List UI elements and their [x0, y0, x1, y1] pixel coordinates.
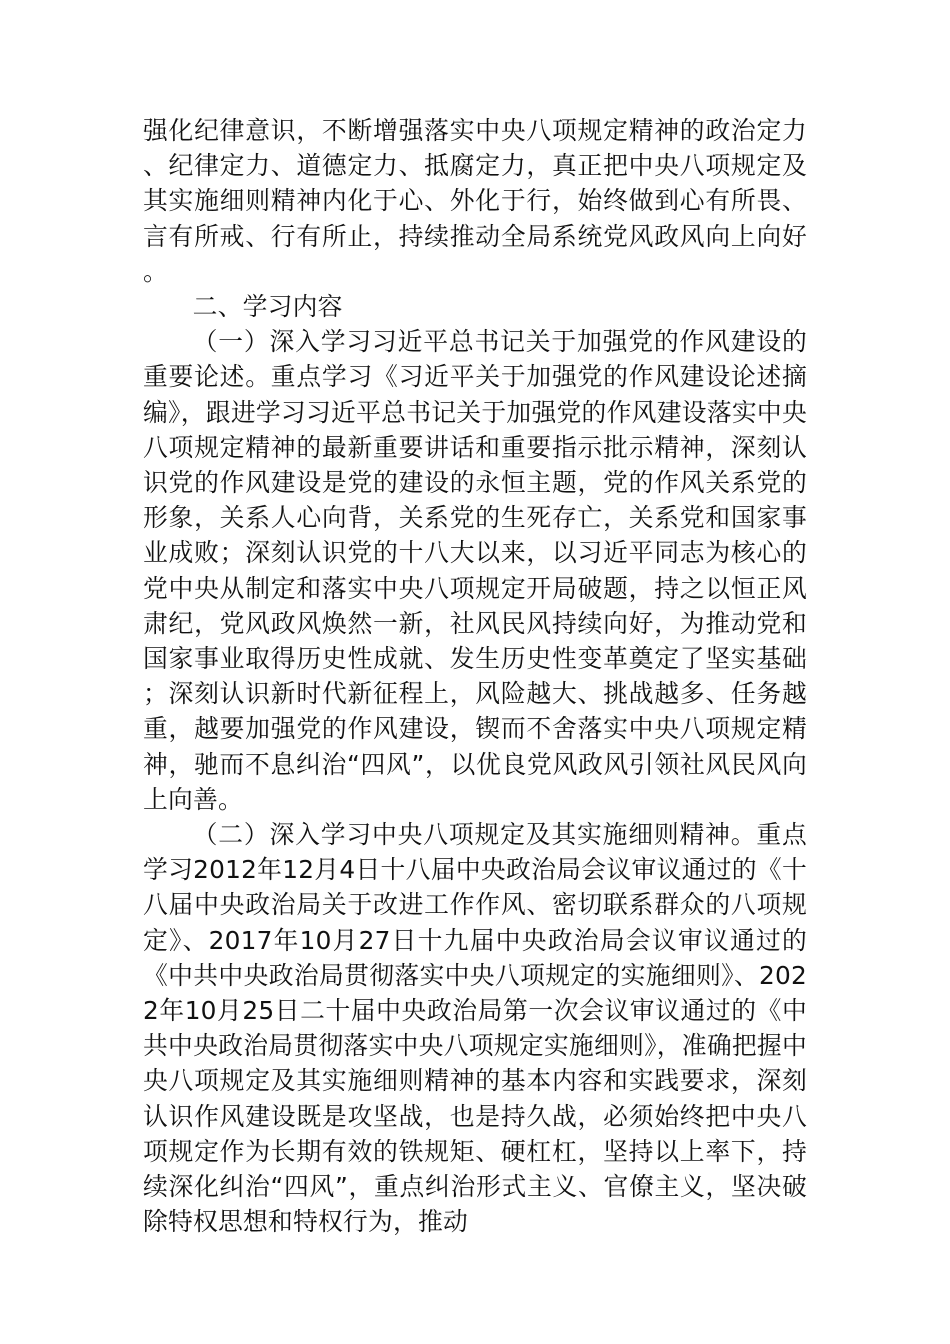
- document-body: [143, 113, 807, 1240]
- section-heading-study-content: 二、学习内容: [192, 292, 343, 322]
- paragraph-study-important-expositions: （一）深入学习习近平总书记关于加强党的作风建设的重要论述。重点学习《习近平关于加强党的作风建设论述摘编》，跟进学习习近平总书记关于加强党的作风建设落实中央八项规定精神的最新重要讲话和重要指示批示精神，深刻认识党的作风建设是党的建设的永恒主题，党的作风关系党的形象，关系人心向背，关系党的生死存亡，关系党和国家事业成败；深刻认识党的十八大以来，以习近平同志为核心的党中央从制定和落实中央八项规定开局破题，持之以恒正风肃纪，党风政风焕然一新，社风民风持续向好，为推动党和国家事业取得历史性成就、发生历史性变革奠定了坚实基础；深刻认识新时代新征程上，风险越大、挑战越多、任务越重，越要加强党的作风建设，锲而不舍落实中央八项规定精神，驰而不息纠治“四风”，以优良党风政风引领社风民风向上向善。: [143, 327, 807, 814]
- paragraph-study-eight-point-rules: （二）深入学习中央八项规定及其实施细则精神。重点学习2012年12月4日十八届中央政治局会议审议通过的《十八届中央政治局关于改进工作作风、密切联系群众的八项规定》、2017年10月27日十九届中央政治局会议审议通过的《中共中央政治局贯彻落实中央八项规定的实施细则》、2022年10月25日二十届中央政治局第一次会议审议通过的《中共中央政治局贯彻落实中央八项规定实施细则》，准确把握中央八项规定及其实施细则精神的基本内容和实践要求，深刻认识作风建设既是攻坚战，也是持久战，必须始终把中央八项规定作为长期有效的铁规矩、硬杠杠，坚持以上率下，持续深化纠治“四风”，重点纠治形式主义、官僚主义，坚决破除特权思想和特权行为，推动: [143, 820, 807, 1237]
- paragraph-discipline-awareness: 强化纪律意识，不断增强落实中央八项规定精神的政治定力、纪律定力、道德定力、抵腐定力，真正把中央八项规定及其实施细则精神内化于心、外化于行，始终做到心有所畏、言有所戒、行有所止，持续推动全局系统党风政风向上向好。: [143, 116, 807, 286]
